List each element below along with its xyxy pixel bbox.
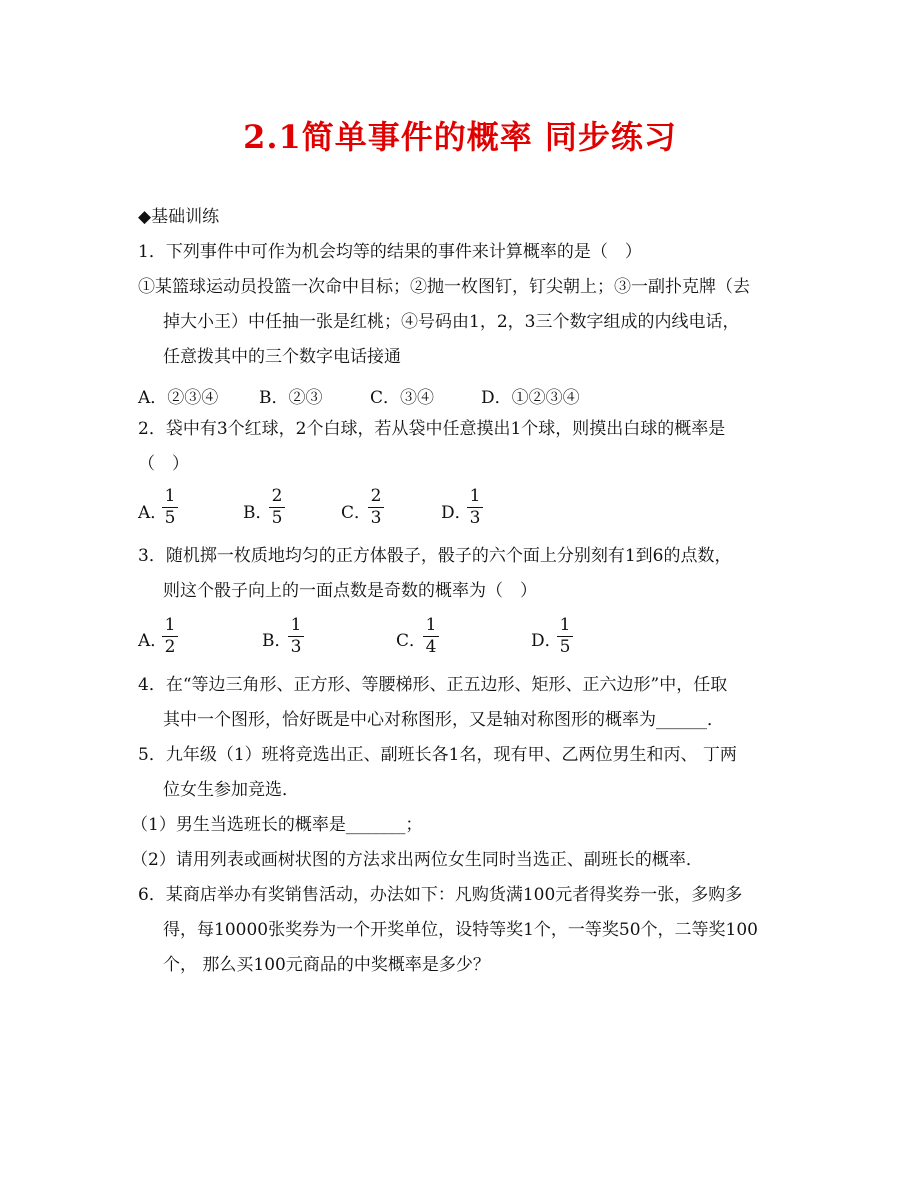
- denominator: 5: [164, 508, 176, 528]
- q2-option-a-fraction: [161, 487, 179, 528]
- q6-line-2: 得，每10000张奖券为一个开奖单位，设特等奖1个，一等奖50个，二等奖100: [163, 920, 758, 940]
- q6-line-3: 个， 那么买100元商品的中奖概率是多少？: [163, 955, 490, 975]
- q5-line-1: 5．九年级（1）班将竞选出正、副班长各1名，现有甲、乙两位男生和丙、 丁两: [138, 745, 737, 765]
- q1-option-d: D．①②③④: [481, 388, 580, 408]
- q5-sub-2: （2）请用列表或画树状图的方法求出两位女生同时当选正、副班长的概率．: [131, 850, 703, 870]
- numerator: 1: [425, 615, 437, 635]
- page-title: 2.1简单事件的概率 同步练习: [243, 118, 677, 156]
- q3-option-d-label: D．: [531, 631, 562, 651]
- q5-line-2: 位女生参加竞选．: [163, 780, 299, 800]
- q1-stem: 1．下列事件中可作为机会均等的结果的事件来计算概率的是（ ）: [138, 242, 642, 262]
- q1-line-2: 掉大小王）中任抽一张是红桃；④号码由1，2，3三个数字组成的内线电话，: [163, 312, 740, 332]
- denominator: 3: [290, 637, 302, 657]
- section-heading: ◆基础训练: [138, 207, 220, 227]
- q2-option-c-label: C．: [341, 503, 372, 523]
- q2-line-1: 2．袋中有3个红球，2个白球，若从袋中任意摸出1个球，则摸出白球的概率是: [138, 419, 726, 439]
- q1-option-a: A．②③④: [138, 388, 219, 408]
- q5-sub-1: （1）男生当选班长的概率是_______；: [131, 815, 423, 835]
- q2-option-a-label: A．: [138, 503, 168, 523]
- denominator: 4: [425, 637, 437, 657]
- numerator: 1: [290, 615, 302, 635]
- q3-option-b-label: B．: [262, 631, 292, 651]
- q2-option-d-label: D．: [441, 503, 472, 523]
- q4-line-2: 其中一个图形，恰好既是中心对称图形，又是轴对称图形的概率为______．: [163, 710, 724, 730]
- q3-option-c-label: C．: [396, 631, 427, 651]
- denominator: 5: [559, 637, 571, 657]
- q1-option-b: B．②③: [259, 388, 323, 408]
- q3-option-d-fraction: [556, 616, 574, 657]
- q2-option-b-label: B．: [243, 503, 273, 523]
- denominator: 3: [469, 508, 481, 528]
- q2-option-b-fraction: [268, 487, 286, 528]
- q3-option-c-fraction: [422, 616, 440, 657]
- numerator: 1: [164, 486, 176, 506]
- q3-option-a-label: A．: [138, 631, 168, 651]
- denominator: 3: [370, 508, 382, 528]
- q2-line-2: （ ）: [138, 454, 189, 474]
- numerator: 2: [271, 486, 283, 506]
- denominator: 2: [164, 637, 176, 657]
- q4-line-1: 4．在“等边三角形、正方形、等腰梯形、正五边形、矩形、正六边形”中，任取: [138, 675, 728, 695]
- denominator: 5: [271, 508, 283, 528]
- q2-option-d-fraction: [466, 487, 484, 528]
- numerator: 1: [164, 615, 176, 635]
- q3-line-2: 则这个骰子向上的一面点数是奇数的概率为（ ）: [163, 581, 537, 601]
- q2-option-c-fraction: [367, 487, 385, 528]
- q1-line-1: ①某篮球运动员投篮一次命中目标；②抛一枚图钉，钉尖朝上；③一副扑克牌（去: [138, 277, 750, 297]
- q1-option-c: C．③④: [370, 388, 435, 408]
- numerator: 1: [469, 486, 481, 506]
- q6-line-1: 6．某商店举办有奖销售活动，办法如下：凡购货满100元者得奖券一张，多购多: [138, 885, 743, 905]
- q3-option-a-fraction: [161, 616, 179, 657]
- q3-line-1: 3．随机掷一枚质地均匀的正方体骰子，骰子的六个面上分别刻有1到6的点数，: [138, 546, 732, 566]
- q1-line-3: 任意拨其中的三个数字电话接通: [163, 347, 401, 367]
- q3-option-b-fraction: [287, 616, 305, 657]
- numerator: 2: [370, 486, 382, 506]
- numerator: 1: [559, 615, 571, 635]
